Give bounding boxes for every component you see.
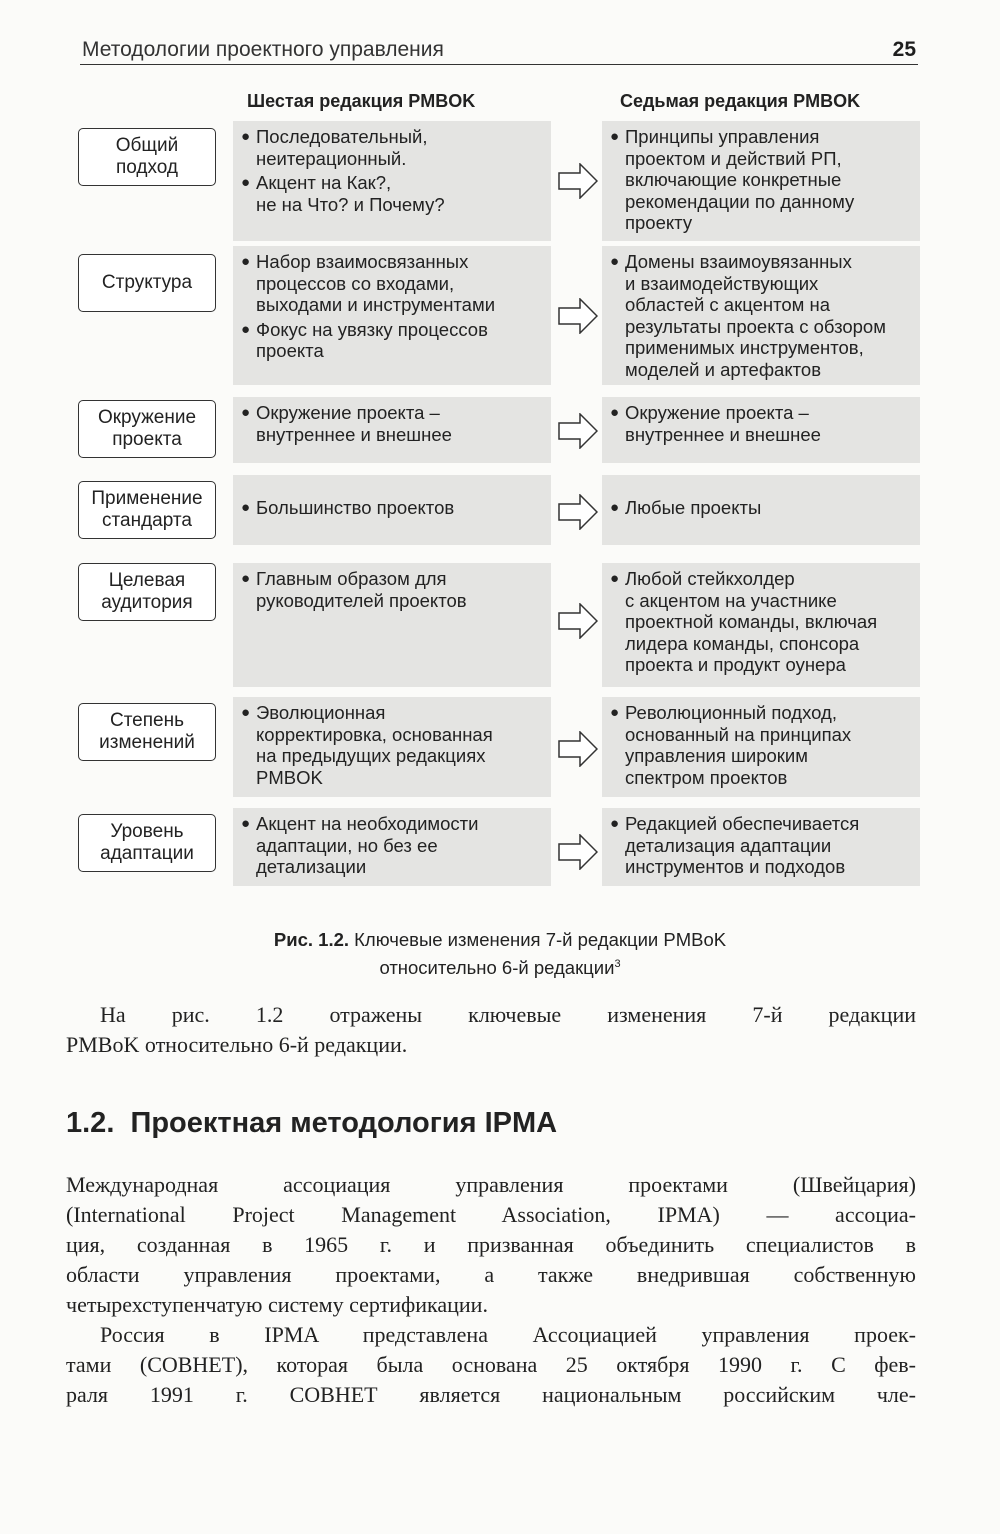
column-heading-seventh-edition: Седьмая редакция PMBOK xyxy=(620,91,861,111)
bullet-item: ● Любой стейкхолдер с акцентом на участнике проектной команды, включая лидера команды, спонсора проекта и продукт оунера xyxy=(610,568,878,675)
category-label: Структура xyxy=(78,254,216,312)
running-title: Методологии проектного управления xyxy=(82,38,444,61)
sixth-edition-cell xyxy=(233,397,551,463)
text-line: (International Project Management Association, IPMA) — ассоциа- xyxy=(66,1202,916,1227)
comparison-row-environment xyxy=(70,397,922,463)
footnote-marker: 3 xyxy=(614,958,621,970)
bullet-item: ● Набор взаимосвязанных процессов со входами, выходами и инструментами xyxy=(241,251,496,315)
sixth-edition-cell xyxy=(233,121,551,241)
sovnet-paragraph xyxy=(66,1320,916,1410)
bullet-item: ● Окружение проекта – внутреннее и внешнее xyxy=(241,402,452,445)
arrow-right-icon xyxy=(558,163,598,199)
seventh-edition-cell xyxy=(602,397,920,463)
seventh-edition-cell xyxy=(602,808,920,886)
category-label: Целевая аудитория xyxy=(78,563,216,621)
comparison-row-structure xyxy=(70,246,922,385)
bullet-item: ● Эволюционная корректировка, основанная на предыдущих редакциях PMBOK xyxy=(241,702,493,788)
sixth-edition-cell xyxy=(233,475,551,545)
category-label: Степень изменений xyxy=(78,703,216,761)
category-label: Общий подход xyxy=(78,128,216,186)
comparison-row-target-audience xyxy=(70,563,922,687)
bullet-item: ● Большинство проектов xyxy=(241,497,455,519)
arrow-right-icon xyxy=(558,413,598,449)
category-label: Применение стандарта xyxy=(78,481,216,539)
bullet-item: ● Домены взаимоувязанных и взаимодействующих областей с акцентом на результаты проекта с обзором применимых инструментов, моделей и артефактов xyxy=(610,251,886,380)
text-line: Россия в IPMA представлена Ассоциацией управления проек- xyxy=(100,1322,916,1347)
bullet-item: ● Окружение проекта – внутреннее и внешнее xyxy=(610,402,821,445)
figure-label: Рис. 1.2. xyxy=(273,929,350,950)
bullet-item: ● Акцент на необходимости адаптации, но без ее детализации xyxy=(241,813,479,877)
sixth-edition-cell xyxy=(233,563,551,687)
comparison-row-degree-of-change xyxy=(70,697,922,797)
seventh-edition-cell xyxy=(602,475,920,545)
seventh-edition-cell xyxy=(602,563,920,687)
comparison-row-approach xyxy=(70,121,922,241)
bullet-item: ● Революционный подход, основанный на принципах управления широким спектром проектов xyxy=(610,702,852,788)
text-line: PMBoK относительно 6-й редакции. xyxy=(66,1032,408,1057)
text-line: области управления проектами, а также внедрившая собственную xyxy=(66,1262,916,1287)
seventh-edition-cell xyxy=(602,697,920,797)
text-line: тами (СОВНЕТ), которая была основана 25 октября 1990 г. С фев- xyxy=(66,1352,916,1377)
arrow-right-icon xyxy=(558,494,598,530)
text-line: Международная ассоциация управления проектами (Швейцария) xyxy=(66,1172,916,1197)
text-line: раля 1991 г. СОВНЕТ является национальным российским чле- xyxy=(66,1382,916,1407)
category-label: Уровень адаптации xyxy=(78,814,216,872)
text-line: четырехступенчатую систему сертификации. xyxy=(66,1292,488,1317)
arrow-right-icon xyxy=(558,834,598,870)
bullet-item: ● Фокус на увязку процессов проекта xyxy=(241,318,488,361)
figure-caption xyxy=(100,927,900,980)
bullet-item: ● Редакцией обеспечивается детализация адаптации инструментов и подходов xyxy=(610,813,860,877)
caption-line-1: Ключевые изменения 7-й редакции PMBoK xyxy=(349,929,727,950)
text-line: На рис. 1.2 отражены ключевые изменения 7-й редакции xyxy=(100,1002,916,1027)
sixth-edition-cell xyxy=(233,808,551,886)
arrow-right-icon xyxy=(558,731,598,767)
bullet-item: ● Акцент на Как?, не на Что? и Почему? xyxy=(241,172,445,215)
seventh-edition-cell xyxy=(602,246,920,385)
page-number: 25 xyxy=(892,38,916,61)
text-line: ция, созданная в 1965 г. и призванная объединить специалистов в xyxy=(66,1232,916,1257)
figure-reference-paragraph xyxy=(66,1000,916,1060)
caption-line-2: относительно 6-й редакции xyxy=(379,957,615,979)
arrow-right-icon xyxy=(558,298,598,334)
column-heading-sixth-edition: Шестая редакция PMBOK xyxy=(247,91,476,111)
bullet-item: ● Принципы управления проектом и действий РП, включающие конкретные рекомендации по данному проекту xyxy=(610,126,855,233)
arrow-right-icon xyxy=(558,603,598,639)
category-label: Окружение проекта xyxy=(78,400,216,458)
section-heading: 1.2. Проектная методология IPMA xyxy=(66,1107,558,1139)
comparison-row-standard-application xyxy=(70,475,922,545)
sixth-edition-cell xyxy=(233,697,551,797)
seventh-edition-cell xyxy=(602,121,920,241)
bullet-item: ● Любые проекты xyxy=(610,497,762,519)
ipma-paragraph xyxy=(66,1170,916,1320)
sixth-edition-cell xyxy=(233,246,551,385)
page-header xyxy=(80,36,918,65)
comparison-row-tailoring-level xyxy=(70,808,922,886)
bullet-item: ● Главным образом для руководителей проектов xyxy=(241,568,467,611)
bullet-item: ● Последовательный, неитерационный. xyxy=(241,126,428,169)
